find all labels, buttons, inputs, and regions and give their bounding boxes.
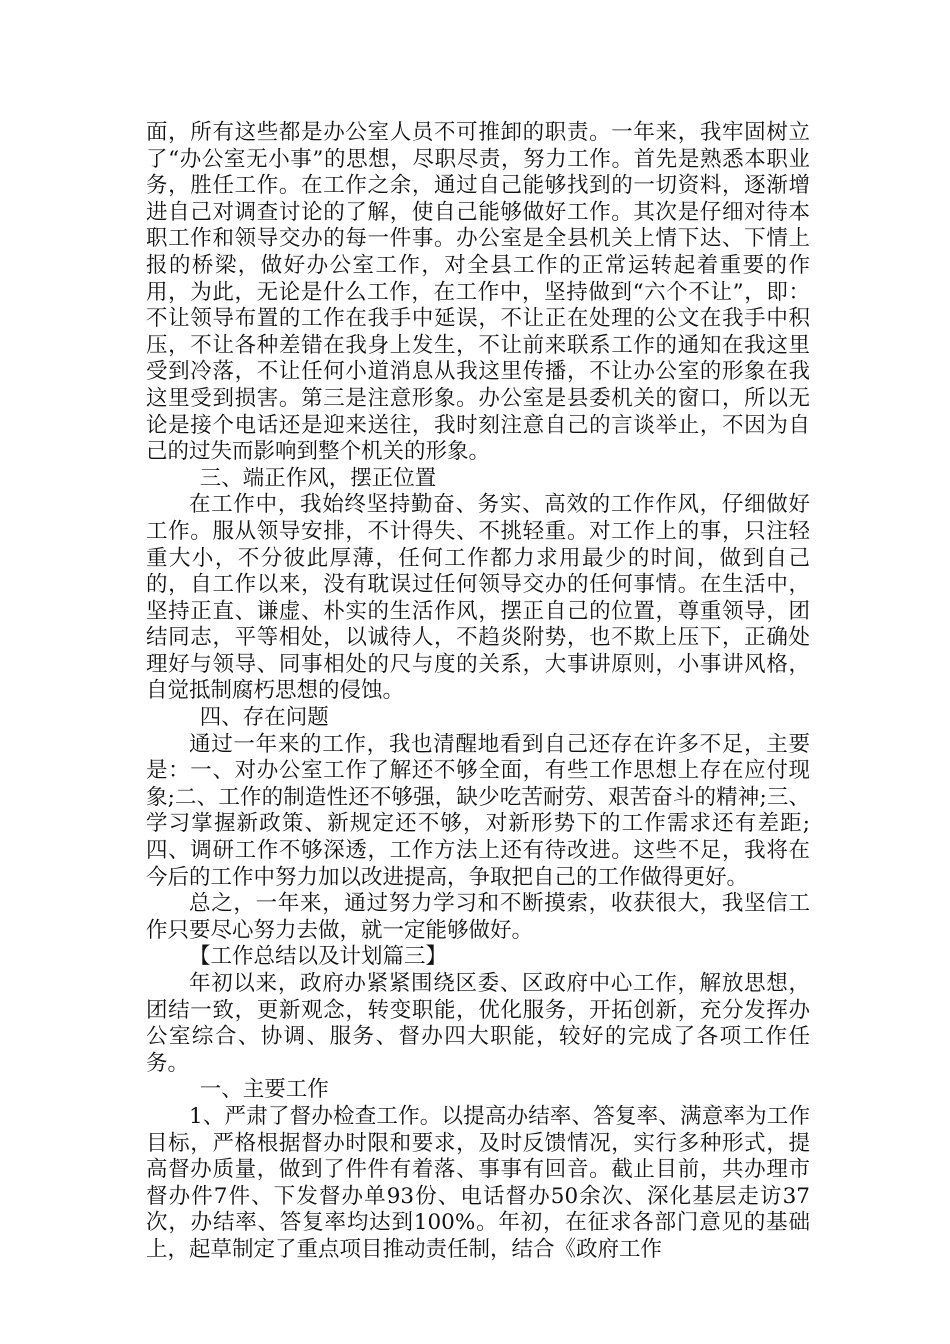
section-heading-problems: 四、存在问题 [199, 705, 329, 731]
paragraph-intro-part-three: 年初以来，政府办紧紧围绕区委、区政府中心工作，解放思想，团结一致，更新观念，转变职能，优化服务，开拓创新，充分发挥办公室综合、协调、服务、督办四大职能，较好的完成了各项工作任务。 [146, 971, 810, 1076]
section-heading-main-work: 一、主要工作 [199, 1077, 329, 1103]
section-heading-work-style: 三、端正作风，摆正位置 [199, 465, 437, 491]
paragraph-conclusion: 总之，一年来，通过努力学习和不断摸索，收获很大，我坚信工作只要尽心努力去做，就一定能够做好。 [146, 891, 810, 943]
paragraph-work-style: 在工作中，我始终坚持勤奋、务实、高效的工作作风，仔细做好工作。服从领导安排，不计得失、不挑轻重。对工作上的事，只注轻重大小，不分彼此厚薄，任何工作都力求用最少的时间，做到自己的，自工作以来，没有耽误过任何领导交办的任何事情。在生活中，坚持正直、谦虚、朴实的生活作风，摆正自己的位置，尊重领导，团结同志，平等相处，以诚待人，不趋炎附势，也不欺上压下，正确处理好与领导、同事相处的尺与度的关系，大事讲原则，小事讲风格，自觉抵制腐朽思想的侵蚀。 [146, 492, 810, 704]
paragraph-continued-duties: 面，所有这些都是办公室人员不可推卸的职责。一年来，我牢固树立了“办公室无小事”的思想，尽职尽责，努力工作。首先是熟悉本职业务，胜任工作。在工作之余，通过自己能够找到的一切资料，逐渐增进自己对调查讨论的了解，使自己能够做好工作。其次是仔细对待本职工作和领导交办的每一件事。办公室是全县机关上情下达、下情上报的桥梁，做好办公室工作，对全县工作的正常运转起着重要的作用，为此，无论是什么工作，在工作中，坚持做到“六个不让”，即：不让领导布置的工作在我手中延误，不让正在处理的公文在我手中积压，不让各种差错在我身上发生，不让前来联系工作的通知在我这里受到冷落，不让任何小道消息从我这里传播，不让办公室的形象在我这里受到损害。第三是注意形象。办公室是县委机关的窗口，所以无论是接个电话还是迎来送往，我时刻注意自己的言谈举止，不因为自己的过失而影响到整个机关的形象。 [146, 120, 810, 465]
article-title-part-three: 【工作总结以及计划篇三】 [189, 944, 448, 970]
document-page [146, 120, 810, 1264]
paragraph-problems: 通过一年来的工作，我也清醒地看到自己还存在许多不足，主要是：一、对办公室工作了解还不够全面，有些工作思想上存在应付现象;二、工作的制造性还不够强，缺少吃苦耐劳、艰苦奋斗的精神;三、学习掌握新政策、新规定还不够，对新形势下的工作需求还有差距;四、调研工作不够深透，工作方法上还有待改进。这些不足，我将在今后的工作中努力加以改进提高，争取把自己的工作做得更好。 [146, 731, 810, 890]
paragraph-supervision: 1、严肃了督办检查工作。以提高办结率、答复率、满意率为工作目标，严格根据督办时限和要求，及时反馈情况，实行多种形式，提高督办质量，做到了件件有着落、事事有回音。截止目前，共办理市督办件7件、下发督办单93份、电话督办50余次、深化基层走访37次，办结率、答复率均达到100%。年初，在征求各部门意见的基础上，起草制定了重点项目推动责任制，结合《政府工作 [146, 1103, 810, 1262]
